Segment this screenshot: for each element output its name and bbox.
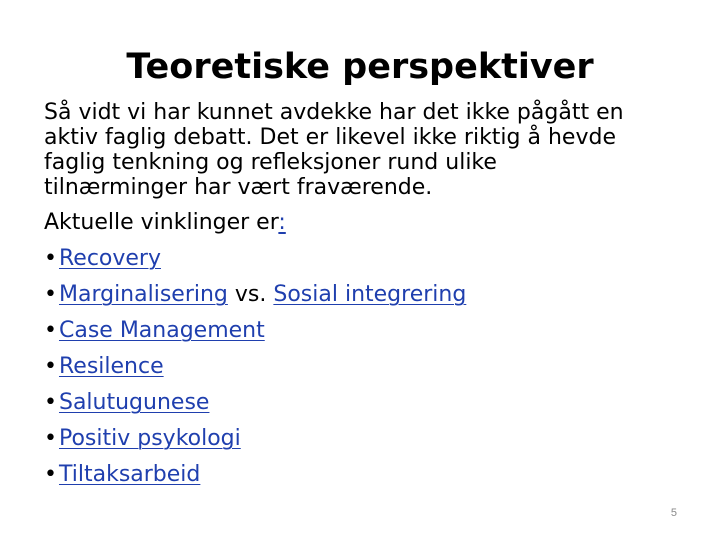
link-recovery[interactable]: Recovery: [58, 246, 161, 271]
bullet: •: [44, 462, 57, 487]
bullet: •: [44, 390, 57, 415]
list-item: [44, 313, 684, 349]
intro-line-3: faglig tenkning og refleksjoner rund ulike: [44, 150, 497, 175]
link-tiltaksarbeid[interactable]: Tiltaksarbeid: [58, 462, 201, 487]
versus-text: vs.: [227, 282, 274, 307]
link-resilence[interactable]: Resilence: [58, 354, 164, 379]
list-item: [44, 421, 684, 457]
aktuelle-text: Aktuelle vinklinger er: [44, 210, 279, 235]
intro-line-2: aktiv faglig debatt. Det er likevel ikke riktig å hevde: [44, 125, 616, 150]
list-item: [44, 241, 684, 277]
link-sosial-integrering[interactable]: Sosial integrering: [273, 282, 467, 307]
bullet: •: [44, 354, 57, 379]
slide-title: Teoretiske perspektiver: [126, 47, 594, 87]
list-item: [44, 349, 684, 385]
link-marginalisering[interactable]: Marginalisering: [58, 282, 228, 307]
aktuelle-colon-link[interactable]: :: [278, 210, 286, 235]
list-item: [44, 385, 684, 421]
intro-paragraph: [44, 100, 684, 200]
slide-body: [44, 100, 684, 493]
page-number: 5: [670, 507, 677, 519]
bullet: •: [44, 426, 57, 451]
intro-line-1: Så vidt vi har kunnet avdekke har det ikke pågått en: [44, 100, 624, 125]
link-salutugunese[interactable]: Salutugunese: [58, 390, 210, 415]
bullet: •: [44, 282, 57, 307]
intro-line-4: tilnærminger har vært fraværende.: [44, 175, 433, 200]
bullet: •: [44, 318, 57, 343]
bullet: •: [44, 246, 57, 271]
aktuelle-line: [44, 205, 684, 241]
list-item: [44, 457, 684, 493]
link-case-management[interactable]: Case Management: [58, 318, 265, 343]
link-positiv-psykologi[interactable]: Positiv psykologi: [58, 426, 241, 451]
list-item: [44, 277, 684, 313]
